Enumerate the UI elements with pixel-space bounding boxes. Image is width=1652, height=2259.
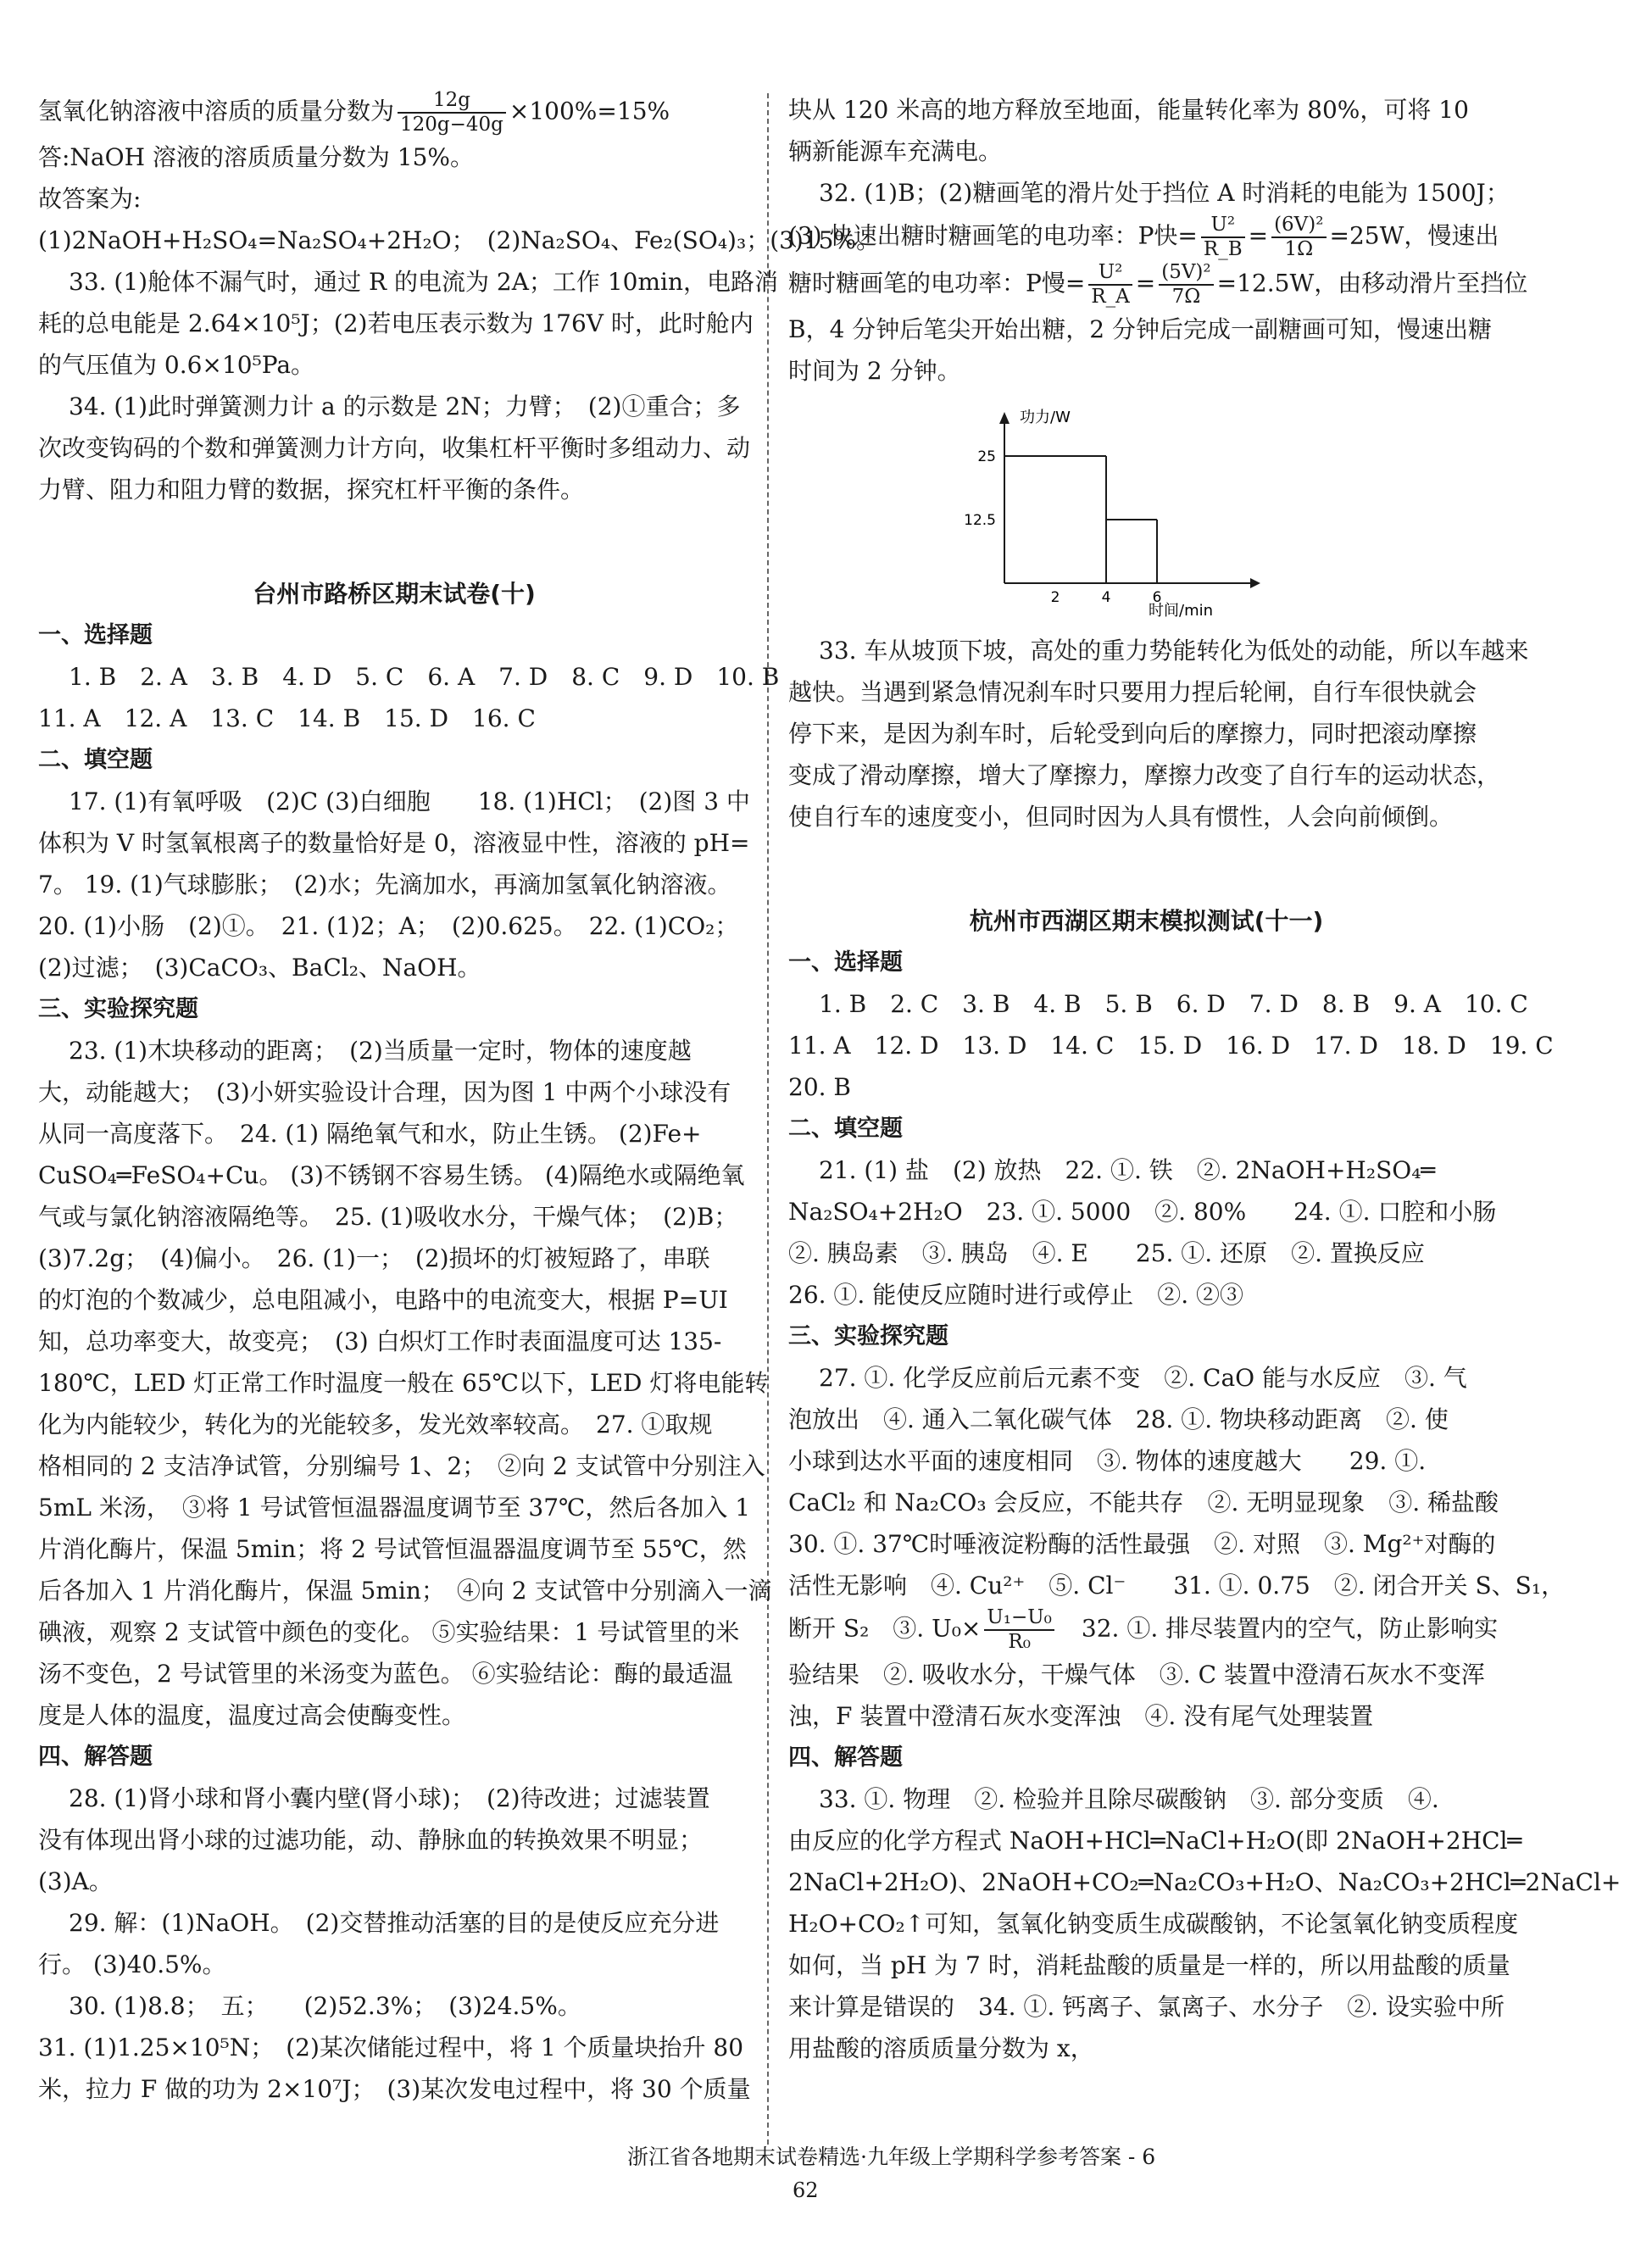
text-line: 气或与氯化钠溶液隔绝等。 25. (1)吸收水分，干燥气体； (2)B； bbox=[38, 1203, 738, 1231]
right-column bbox=[788, 89, 1621, 2069]
page-number: 62 bbox=[793, 2178, 819, 2202]
y-tick-label: 12.5 bbox=[964, 512, 996, 529]
text-line: 使自行车的速度变小，但同时因为人具有惯性，人会向前倾倒。 bbox=[788, 803, 1454, 831]
section-heading: 二、填空题 bbox=[788, 1116, 903, 1142]
text-line: 20. (1)小肠 (2)①。 21. (1)2；A； (2)0.625。 22. (1)CO₂； bbox=[38, 912, 739, 940]
text-line: 33. ①. 物理 ②. 检验并且除尽碳酸钠 ③. 部分变质 ④. bbox=[819, 1785, 1439, 1813]
text-line bbox=[788, 1606, 1505, 1654]
fraction-power bbox=[1271, 214, 1326, 261]
text-line: 活性无影响 ④. Cu²⁺ ⑤. Cl⁻ 31. ①. 0.75 ②. 闭合开关 S、S₁， bbox=[788, 1572, 1566, 1600]
text-segment: 32. ①. 排尽装置内的空气，防止影响实 bbox=[1057, 1614, 1499, 1643]
section-heading: 三、实验探究题 bbox=[788, 1323, 948, 1349]
text-line: (3)7.2g； (4)偏小。 26. (1)一； (2)损坏的灯被短路了，串联 bbox=[38, 1244, 710, 1272]
text-line: (3)A。 bbox=[38, 1867, 113, 1895]
text-line: 行。 (3)40.5%。 bbox=[38, 1950, 226, 1978]
text-line: 验结果 ②. 吸收水分，干燥气体 ③. C 装置中澄清石灰水不变浑 bbox=[788, 1661, 1485, 1689]
y-axis-arrow bbox=[999, 412, 1010, 424]
text-line: 力臂、阻力和阻力臂的数据，探究杠杆平衡的条件。 bbox=[38, 476, 585, 504]
fraction-denominator: R_A bbox=[1091, 286, 1130, 308]
text-line: 小球到达水平面的速度相同 ③. 物体的速度越大 29. ①. bbox=[788, 1447, 1427, 1475]
text-segment: = bbox=[1135, 269, 1156, 298]
section-heading: 一、选择题 bbox=[38, 622, 153, 648]
text-segment: 断开 S₂ ③. U₀× bbox=[788, 1614, 982, 1643]
text-line: 23. (1)木块移动的距离； (2)当质量一定时，物体的速度越 bbox=[69, 1037, 692, 1065]
text-segment: ×100%=15% bbox=[509, 97, 670, 125]
text-line: 没有体现出肾小球的过滤功能，动、静脉血的转换效果不明显； bbox=[38, 1826, 704, 1854]
text-segment: 氢氧化钠溶液中溶质的质量分数为 bbox=[38, 97, 395, 125]
section-heading: 四、解答题 bbox=[38, 1744, 153, 1770]
text-line: 27. ①. 化学反应前后元素不变 ②. CaO 能与水反应 ③. 气 bbox=[819, 1364, 1467, 1392]
text-segment: =12.5W，由移动滑片至挡位 bbox=[1216, 269, 1528, 298]
fraction-numerator: U₁−U₀ bbox=[984, 1606, 1054, 1631]
text-line: 1. B 2. C 3. B 4. B 5. B 6. D 7. D 8. B 9. A 10. C bbox=[819, 990, 1528, 1018]
x-tick-label: 2 bbox=[1050, 589, 1060, 606]
text-line: (1)2NaOH+H₂SO₄=Na₂SO₄+2H₂O； (2)Na₂SO₄、Fe₂(SO₄)₃；(3)15%。 bbox=[38, 226, 881, 254]
text-line: 33. 车从坡顶下坡，高处的重力势能转化为低处的动能，所以车越来 bbox=[819, 637, 1529, 665]
text-line: 的灯泡的个数减少，总电阻减小，电路中的电流变大，根据 P=UI bbox=[38, 1286, 728, 1314]
text-line: H₂O+CO₂↑可知，氢氧化钠变质生成碳酸钠，不论氢氧化钠变质程度 bbox=[788, 1910, 1519, 1938]
section-heading: 一、选择题 bbox=[788, 949, 903, 976]
text-line: 29. 解：(1)NaOH。 (2)交替推动活塞的目的是使反应充分进 bbox=[69, 1909, 720, 1937]
fraction-denominator: 7Ω bbox=[1171, 286, 1201, 308]
text-line: 2NaCl+2H₂O)、2NaOH+CO₂═Na₂CO₃+H₂O、Na₂CO₃+2HCl═2NaCl+ bbox=[788, 1868, 1621, 1896]
fraction-numerator: U² bbox=[1201, 214, 1245, 238]
text-line: ②. 胰岛素 ③. 胰岛 ④. E 25. ①. 还原 ②. 置换反应 bbox=[788, 1239, 1425, 1267]
exam-title-11: 杭州市西湖区期末模拟测试(十一) bbox=[969, 907, 1324, 935]
text-line: 停下来，是因为刹车时，后轮受到向后的摩擦力，同时把滚动摩擦 bbox=[788, 720, 1477, 748]
text-line: 大，动能越大； (3)小妍实验设计合理，因为图 1 中两个小球没有 bbox=[38, 1078, 731, 1106]
text-line: 的气压值为 0.6×10⁵Pa。 bbox=[38, 351, 315, 379]
text-line: 30. (1)8.8； 五； (2)52.3%； (3)24.5%。 bbox=[69, 1992, 581, 2020]
text-line: 17. (1)有氧呼吸 (2)C (3)白细胞 18. (1)HCl； (2)图 3 中 bbox=[69, 787, 750, 815]
text-line: 30. ①. 37℃时唾液淀粉酶的活性最强 ②. 对照 ③. Mg²⁺对酶的 bbox=[788, 1530, 1496, 1558]
text-line: 时间为 2 分钟。 bbox=[788, 357, 961, 385]
section-heading: 二、填空题 bbox=[38, 747, 153, 773]
x-axis-arrow bbox=[1250, 578, 1260, 588]
text-line: 越快。当遇到紧急情况刹车时只要用力捏后轮闸，自行车很快就会 bbox=[788, 678, 1477, 706]
text-line: 耗的总电能是 2.64×10⁵J；(2)若电压表示数为 176V 时，此时舱内 bbox=[38, 309, 754, 337]
y-axis-label: 功力/W bbox=[1020, 409, 1071, 426]
text-segment: =25W，慢速出 bbox=[1329, 221, 1499, 250]
text-segment: 糖时糖画笔的电功率：P慢= bbox=[788, 269, 1086, 298]
fraction-numerator: (5V)² bbox=[1159, 261, 1213, 286]
power-time-chart bbox=[945, 398, 1267, 623]
fraction-numerator: U² bbox=[1088, 261, 1132, 286]
text-segment: (3) 快速出糖时糖画笔的电功率：P快= bbox=[788, 221, 1198, 250]
text-line: 片消化酶片，保温 5min；将 2 号试管恒温器温度调节至 55℃，然 bbox=[38, 1535, 747, 1563]
exam-title-10: 台州市路桥区期末试卷(十) bbox=[253, 580, 536, 608]
text-line: 答:NaOH 溶液的溶质质量分数为 15%。 bbox=[38, 143, 475, 171]
text-line: 21. (1) 盐 (2) 放热 22. ①. 铁 ②. 2NaOH+H₂SO₄═ bbox=[819, 1156, 1436, 1184]
fraction-power bbox=[1201, 214, 1245, 261]
text-line bbox=[788, 214, 1505, 261]
text-line: Na₂SO₄+2H₂O 23. ①. 5000 ②. 80% 24. ①. 口腔和小肠 bbox=[788, 1198, 1497, 1226]
text-line: 碘液，观察 2 支试管中颜色的变化。 ⑤实验结果：1 号试管里的米 bbox=[38, 1618, 740, 1646]
text-line: 格相同的 2 支洁净试管，分别编号 1、2； ②向 2 支试管中分别注入 bbox=[38, 1452, 765, 1480]
x-axis-label: 时间/min bbox=[1149, 602, 1214, 620]
text-line: 如何，当 pH 为 7 时，消耗盐酸的质量是一样的，所以用盐酸的质量 bbox=[788, 1951, 1510, 1979]
text-line: 20. B bbox=[788, 1073, 852, 1101]
fraction-denominator: 120g−40g bbox=[400, 114, 503, 136]
text-segment: = bbox=[1248, 221, 1269, 250]
section-heading: 三、实验探究题 bbox=[38, 996, 198, 1022]
text-line: 11. A 12. A 13. C 14. B 15. D 16. C bbox=[38, 704, 536, 732]
text-line: B，4 分钟后笔尖开始出糖，2 分钟后完成一副糖画可知，慢速出糖 bbox=[788, 315, 1493, 343]
fraction-power bbox=[1088, 261, 1132, 309]
text-line: 化为内能较少，转化为的光能较多，发光效率较高。 27. ①取规 bbox=[38, 1410, 713, 1438]
text-line: 度是人体的温度，温度过高会使酶变性。 bbox=[38, 1701, 466, 1729]
text-line: 从同一高度落下。 24. (1) 隔绝氧气和水，防止生锈。 (2)Fe+ bbox=[38, 1120, 702, 1148]
text-line: 34. (1)此时弹簧测力计 a 的示数是 2N；力臂； (2)①重合；多 bbox=[69, 392, 741, 420]
text-line: 11. A 12. D 13. D 14. C 15. D 16. D 17. D 18. D 19. C bbox=[788, 1032, 1554, 1060]
fraction-mass bbox=[398, 89, 506, 136]
text-line: 次改变钩码的个数和弹簧测力计方向，收集杠杆平衡时多组动力、动 bbox=[38, 434, 751, 462]
text-line: 31. (1)1.25×10⁵N； (2)某次储能过程中，将 1 个质量块抬升 80 bbox=[38, 2034, 744, 2061]
text-line: 32. (1)B；(2)糖画笔的滑片处于挡位 A 时消耗的电能为 1500J； bbox=[819, 179, 1510, 207]
text-line: 由反应的化学方程式 NaOH+HCl═NaCl+H₂O(即 2NaOH+2HCl═ bbox=[788, 1827, 1522, 1855]
section-heading: 四、解答题 bbox=[788, 1744, 903, 1771]
text-line: 180℃，LED 灯正常工作时温度一般在 65℃以下，LED 灯将电能转 bbox=[38, 1369, 769, 1397]
text-line: 知，总功率变大，故变亮； (3) 白炽灯工作时表面温度可达 135- bbox=[38, 1327, 722, 1355]
y-tick-label: 25 bbox=[977, 448, 996, 465]
column-divider bbox=[767, 93, 769, 2145]
x-tick-label: 4 bbox=[1101, 589, 1111, 606]
text-line: 米，拉力 F 做的功为 2×10⁷J； (3)某次发电过程中，将 30 个质量 bbox=[38, 2075, 751, 2103]
text-line bbox=[38, 89, 750, 136]
text-line: 浊，F 装置中澄清石灰水变浑浊 ④. 没有尾气处理装置 bbox=[788, 1702, 1374, 1730]
fraction-denominator: R₀ bbox=[1008, 1631, 1031, 1653]
footer-book-title: 浙江省各地期末试卷精选·九年级上学期科学参考答案 - 6 bbox=[627, 2145, 1156, 2169]
text-line: 26. ①. 能使反应随时进行或停止 ②. ②③ bbox=[788, 1281, 1244, 1309]
text-line: CuSO₄═FeSO₄+Cu。 (3)不锈钢不容易生锈。 (4)隔绝水或隔绝氧 bbox=[38, 1161, 745, 1189]
x-tick-label: 6 bbox=[1152, 589, 1162, 606]
fraction-power bbox=[1159, 261, 1213, 309]
fraction-denominator: R_B bbox=[1203, 238, 1243, 260]
text-line: (2)过滤； (3)CaCO₃、BaCl₂、NaOH。 bbox=[38, 954, 481, 982]
fraction-denominator: 1Ω bbox=[1284, 238, 1314, 260]
text-line: 汤不变色，2 号试管里的米汤变为蓝色。 ⑥实验结论：酶的最适温 bbox=[38, 1660, 733, 1688]
text-line: 来计算是错误的 34. ①. 钙离子、氯离子、水分子 ②. 设实验中所 bbox=[788, 1993, 1505, 2021]
text-line: 1. B 2. A 3. B 4. D 5. C 6. A 7. D 8. C 9. D 10. B bbox=[69, 663, 780, 691]
text-line: 块从 120 米高的地方释放至地面，能量转化率为 80%，可将 10 bbox=[788, 96, 1469, 124]
text-line bbox=[788, 261, 1528, 309]
text-line: 用盐酸的溶质质量分数为 x， bbox=[788, 2034, 1094, 2062]
text-line: 33. (1)舱体不漏气时，通过 R 的电流为 2A；工作 10min，电路消 bbox=[69, 268, 778, 296]
text-line: 辆新能源车充满电。 bbox=[788, 137, 1003, 165]
text-line: 后各加入 1 片消化酶片，保温 5min； ④向 2 支试管中分别滴入一滴 bbox=[38, 1577, 772, 1605]
text-line: 5mL 米汤， ③将 1 号试管恒温器温度调节至 37℃，然后各加入 1 bbox=[38, 1494, 751, 1522]
fraction-numerator: 12g bbox=[398, 89, 506, 114]
text-line: 7。 19. (1)气球膨胀； (2)水；先滴加水，再滴加氢氧化钠溶液。 bbox=[38, 871, 731, 899]
text-line: CaCl₂ 和 Na₂CO₃ 会反应，不能共存 ②. 无明显现象 ③. 稀盐酸 bbox=[788, 1488, 1499, 1516]
text-line: 体积为 V 时氢氧根离子的数量恰好是 0，溶液显中性，溶液的 pH= bbox=[38, 829, 750, 857]
text-line: 变成了滑动摩擦，增大了摩擦力，摩擦力改变了自行车的运动状态， bbox=[788, 761, 1501, 789]
text-line: 故答案为: bbox=[38, 185, 142, 213]
text-line: 泡放出 ④. 通入二氧化碳气体 28. ①. 物块移动距离 ②. 使 bbox=[788, 1405, 1449, 1433]
fraction-numerator: (6V)² bbox=[1271, 214, 1326, 238]
text-line: 28. (1)肾小球和肾小囊内壁(肾小球)； (2)待改进；过滤装置 bbox=[69, 1784, 710, 1812]
fraction-resistance bbox=[984, 1606, 1054, 1654]
